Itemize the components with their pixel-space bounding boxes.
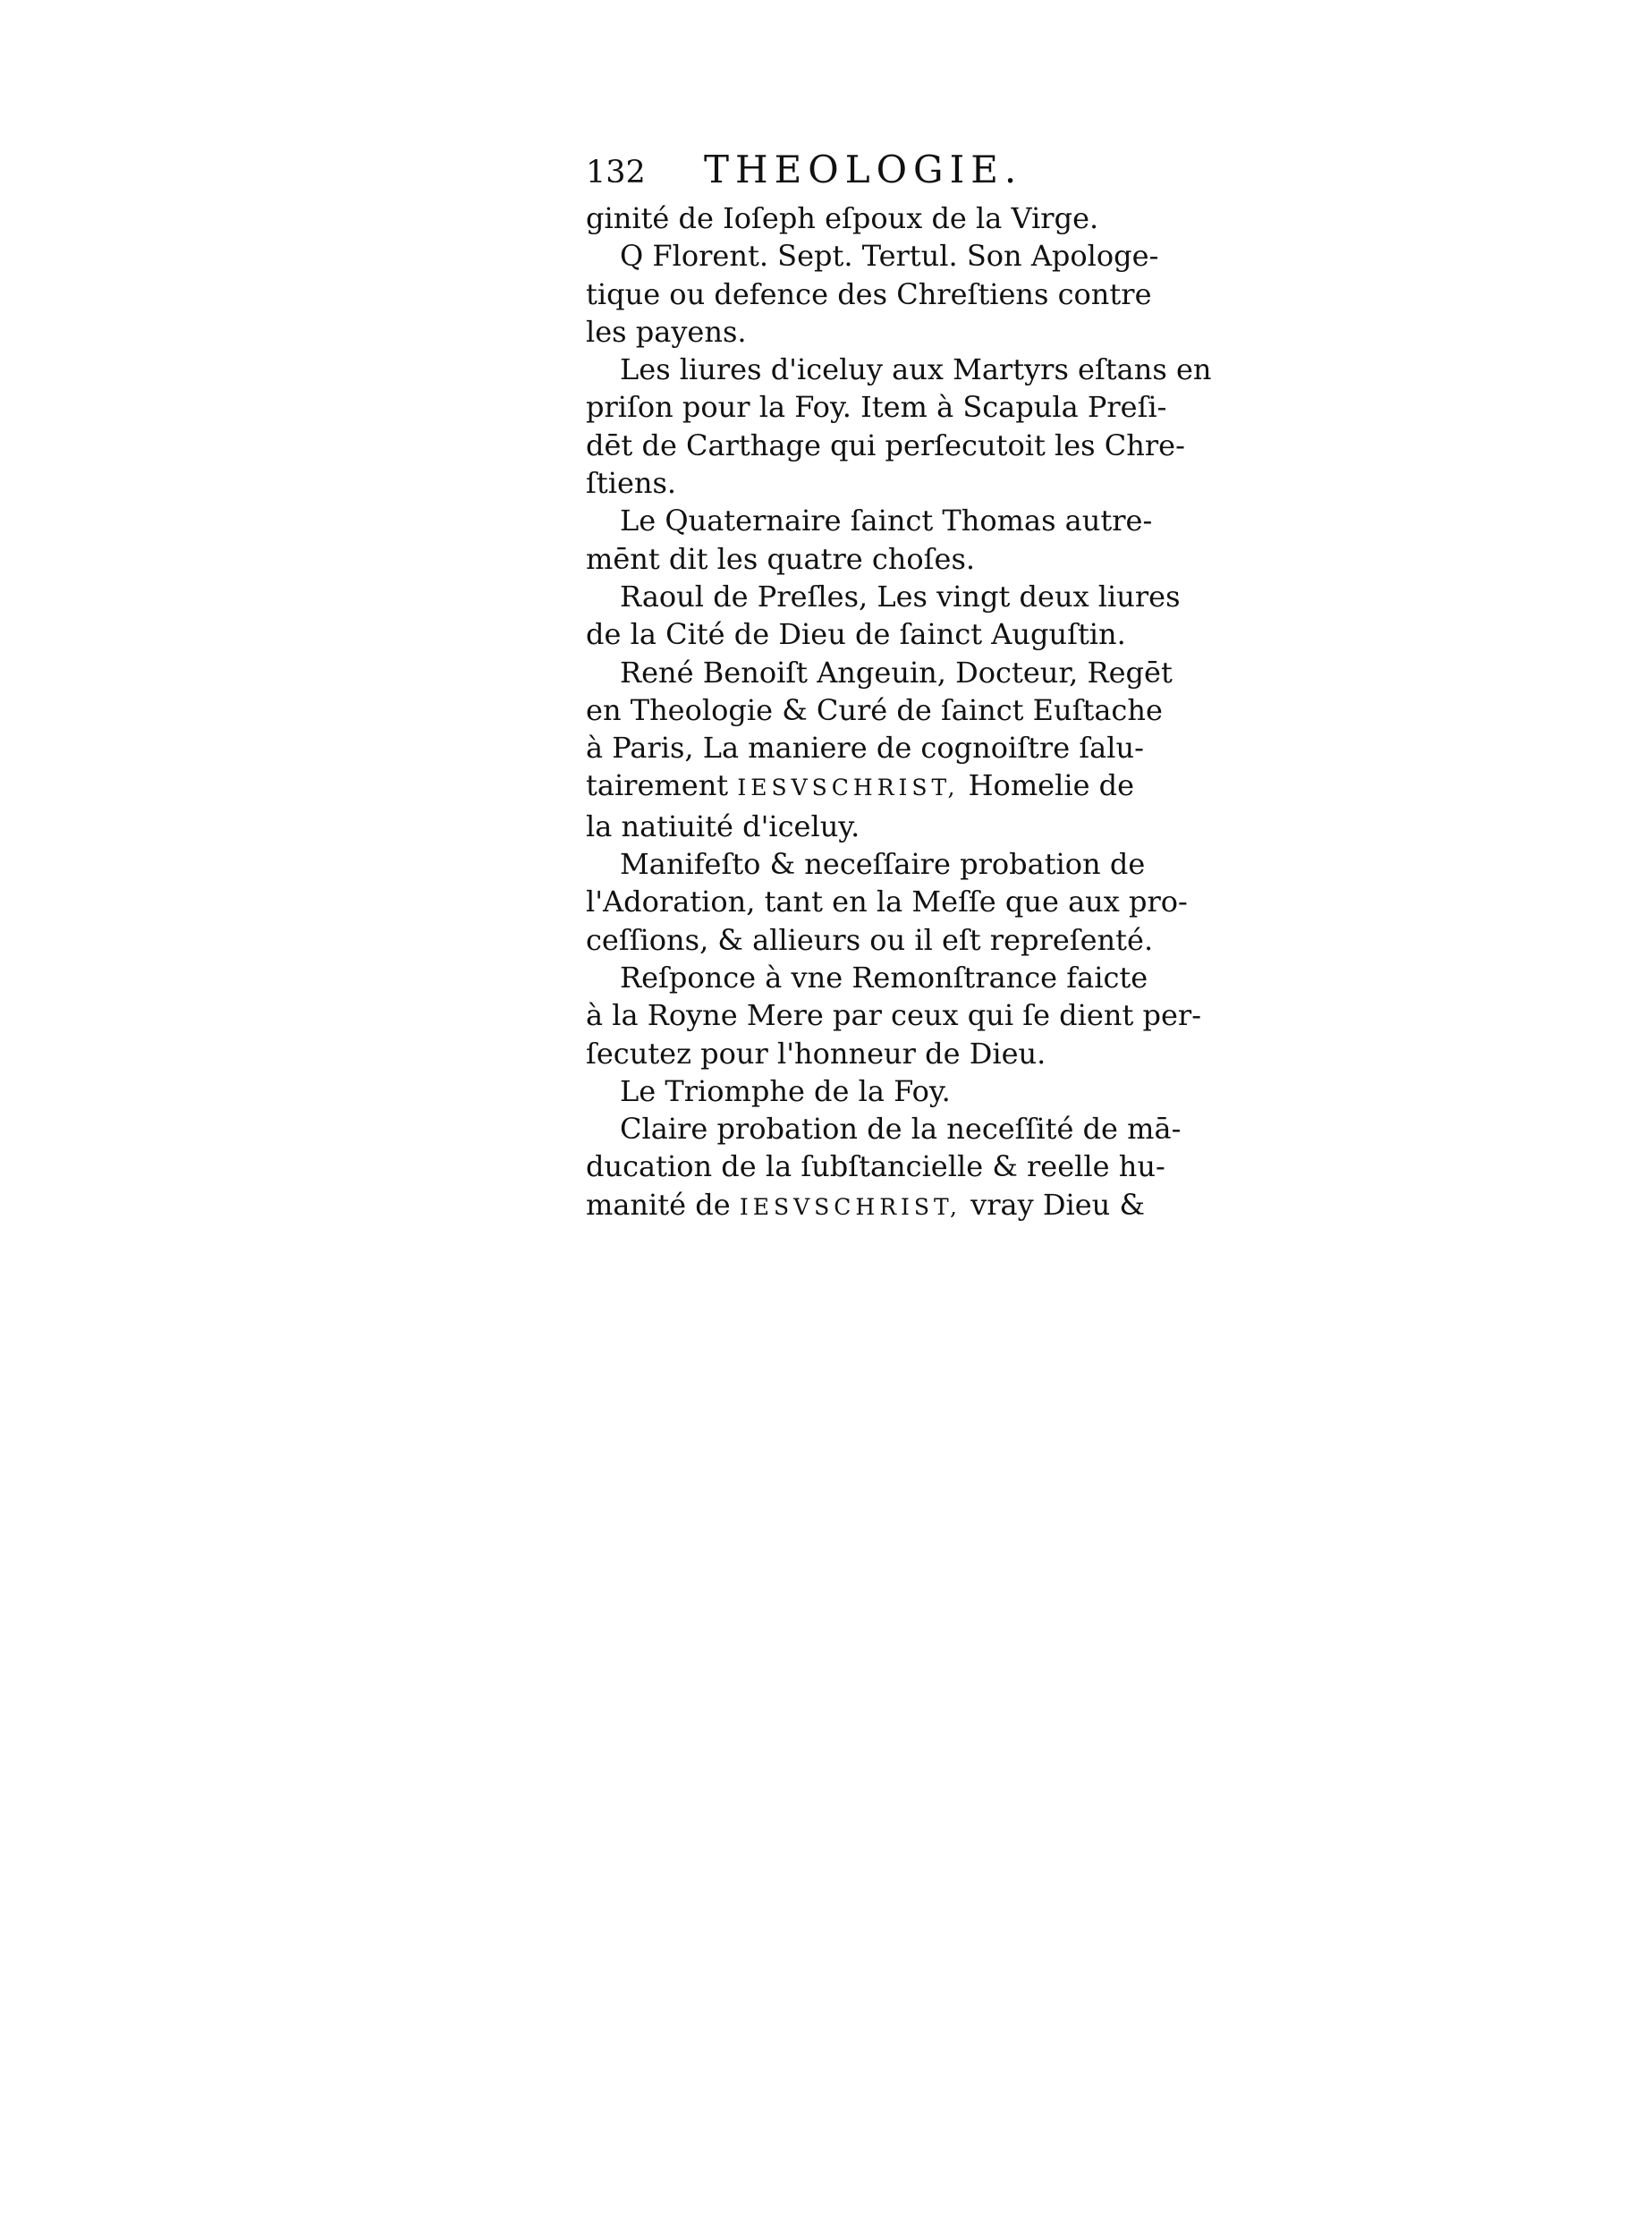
- text-line: ducation de la ſubſtancielle & reelle hu-: [586, 1149, 1165, 1184]
- text-line-with-smallcaps: [586, 1186, 1145, 1226]
- text-line: à Paris, La maniere de cognoiſtre ſalu-: [586, 731, 1144, 766]
- text-line: ſecutez pour l'honneur de Dieu.: [586, 1036, 1046, 1071]
- text-line: Raoul de Preſles, Les vingt deux liures: [620, 579, 1181, 614]
- text-line: Reſponce à vne Remonſtrance faicte: [620, 960, 1148, 995]
- page-number: 132: [586, 155, 646, 191]
- line-end: vray Dieu &: [961, 1187, 1145, 1222]
- text-line: tique ou defence des Chreſtiens contre: [586, 276, 1152, 311]
- text-line: Claire probation de la neceſſité de mā-: [620, 1112, 1182, 1147]
- text-line: ſtiens.: [586, 466, 677, 501]
- running-title: THEOLOGIE.: [704, 148, 1023, 191]
- line-start: tairement: [586, 768, 738, 803]
- text-line: Les liures d'iceluy aux Martyrs eſtans en: [620, 352, 1212, 387]
- smallcaps-name: IESVSCHRIST,: [739, 1193, 962, 1220]
- text-line: Le Quaternaire ſainct Thomas autre-: [620, 504, 1153, 538]
- text-line: Manifeſto & neceſſaire probation de: [620, 847, 1146, 882]
- text-line: priſon pour la Foy. Item à Scapula Preſi-: [586, 390, 1167, 425]
- text-line: ceſſions, & allieurs ou il eſt repreſenté.: [586, 922, 1154, 957]
- running-head: [586, 148, 1131, 196]
- text-line: la natiuité d'iceluy.: [586, 809, 860, 843]
- text-column: [586, 148, 1212, 1226]
- text-line: les payens.: [586, 314, 747, 349]
- text-line: Q Florent. Sept. Tertul. Son Apologe-: [620, 239, 1159, 274]
- smallcaps-name: IESVSCHRIST,: [737, 775, 960, 801]
- text-line: à la Royne Mere par ceux qui ſe dient per-: [586, 998, 1201, 1033]
- text-line: René Benoiſt Angeuin, Docteur, Regēt: [620, 655, 1173, 690]
- text-line: Le Triomphe de la Foy.: [620, 1073, 951, 1108]
- text-line: en Theologie & Curé de ſainct Euſtache: [586, 692, 1163, 727]
- line-start: manité de: [586, 1187, 740, 1222]
- text-line: ginité de Ioſeph eſpoux de la Virge.: [586, 201, 1099, 235]
- text-line: l'Adoration, tant en la Meſſe que aux pro-: [586, 885, 1188, 919]
- line-end: Homelie de: [959, 768, 1135, 803]
- text-line: de la Cité de Dieu de ſainct Auguſtin.: [586, 617, 1126, 652]
- text-line: dēt de Carthage qui perſecutoit les Chre-: [586, 428, 1185, 462]
- text-line: mēnt dit les quatre choſes.: [586, 541, 976, 576]
- text-line-with-smallcaps: [586, 767, 1135, 807]
